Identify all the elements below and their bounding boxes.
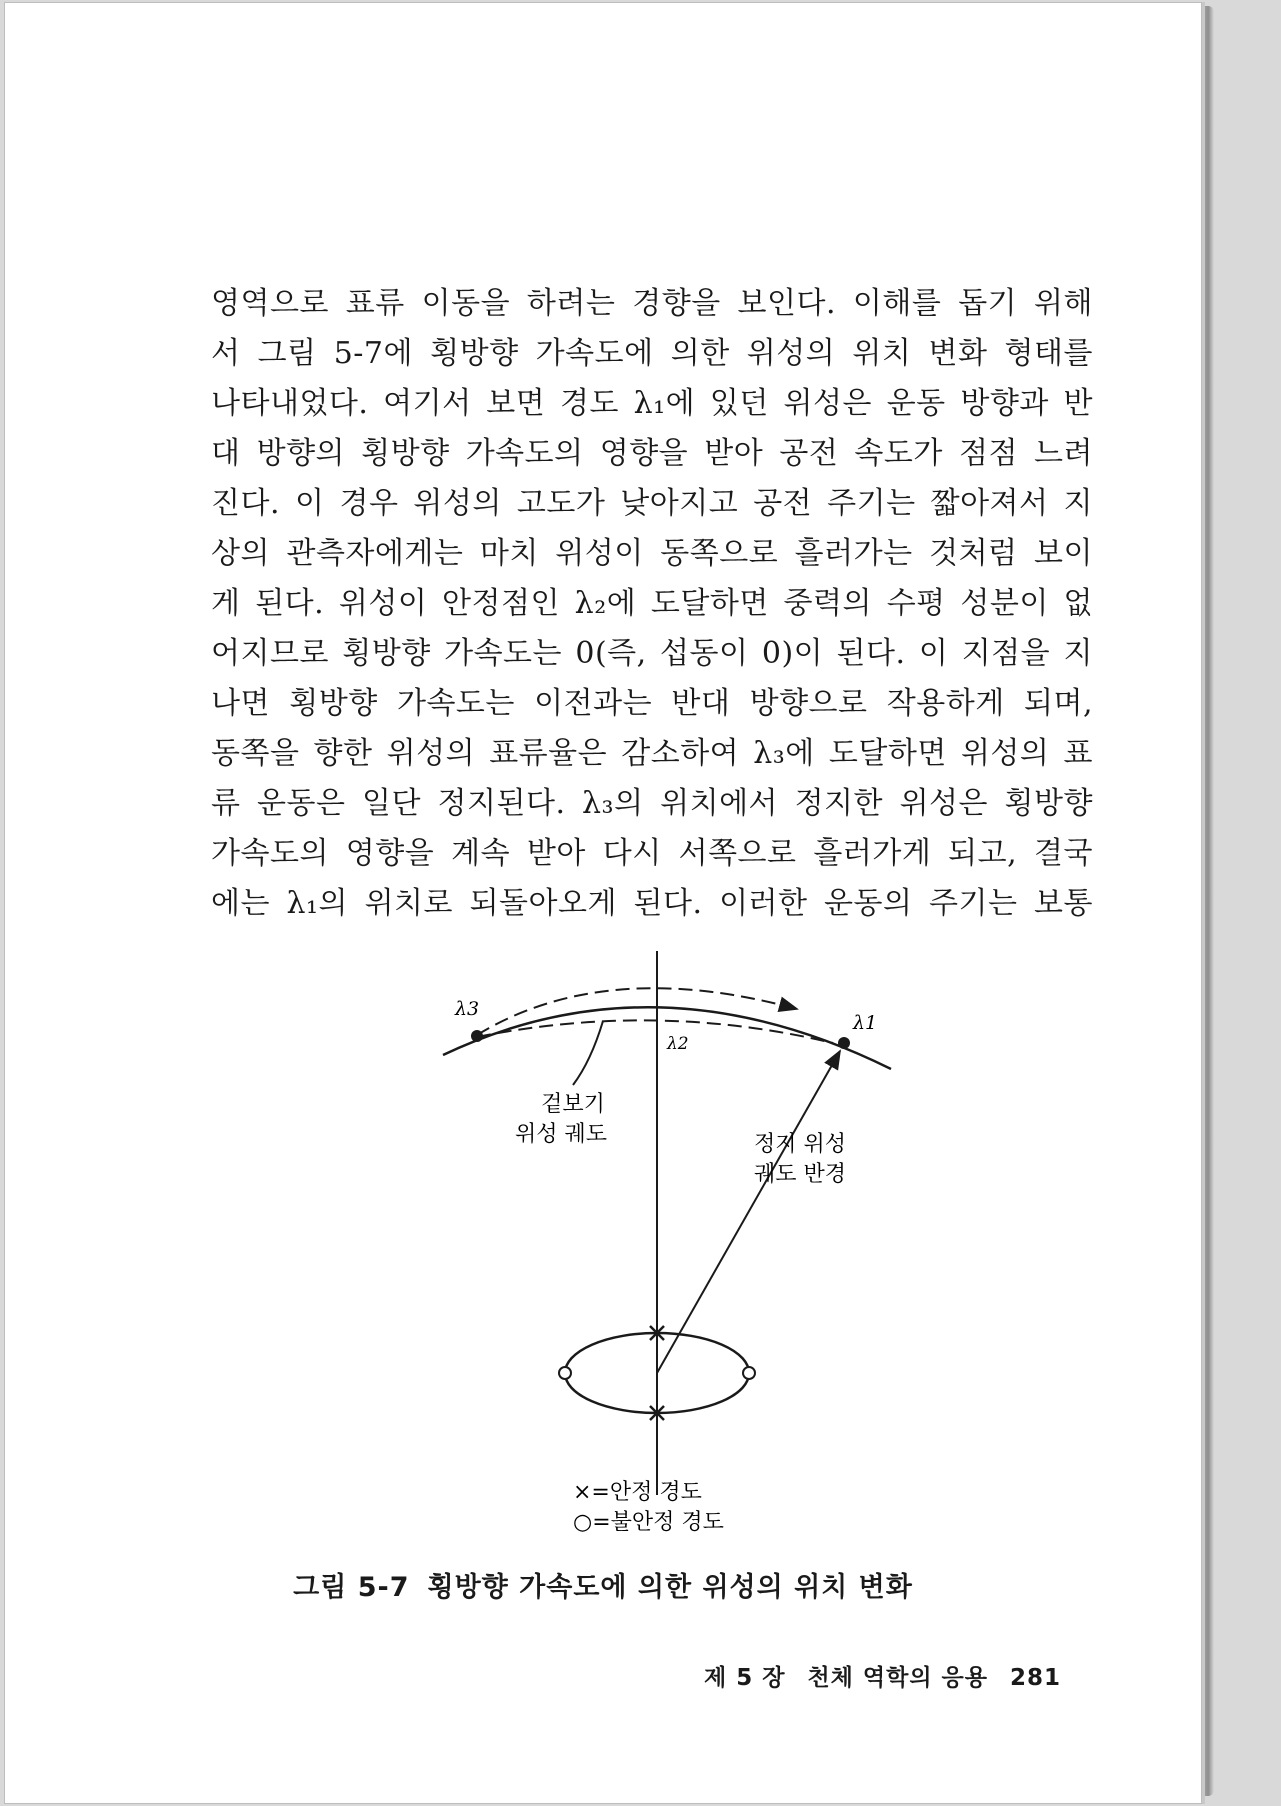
apparent-orbit-label-line2: 위성 궤도 bbox=[514, 1122, 608, 1147]
satellite-position-lambda1 bbox=[838, 1037, 850, 1049]
label-lambda2: λ2 bbox=[667, 1034, 689, 1054]
orbit-radius-arrow bbox=[657, 1051, 840, 1373]
apparent-orbit-label-line1: 겉보기 bbox=[541, 1092, 605, 1117]
figure-title: 횡방향 가속도에 의한 위성의 위치 변화 bbox=[427, 1572, 913, 1603]
apparent-orbit-leader bbox=[573, 1021, 603, 1085]
book-page bbox=[4, 2, 1202, 1804]
label-lambda3: λ3 bbox=[455, 998, 480, 1020]
body-line: 동쪽을 향한 위성의 표류율은 감소하여 λ₃에 도달하면 위성의 표 bbox=[211, 736, 1093, 771]
page-edge-shadow bbox=[1200, 6, 1214, 1796]
page-number: 281 bbox=[1009, 1665, 1061, 1691]
body-line: 대 방향의 횡방향 가속도의 영향을 받아 공전 속도가 점점 느려 bbox=[211, 436, 1093, 471]
body-line: 가속도의 영향을 계속 받아 다시 서쪽으로 흘러가게 되고, 결국 bbox=[211, 836, 1093, 871]
body-line: 서 그림 5-7에 횡방향 가속도에 의한 위성의 위치 변화 형태를 bbox=[211, 336, 1093, 371]
body-line: 영역으로 표류 이동을 하려는 경향을 보인다. 이해를 돕기 위해 bbox=[211, 286, 1093, 321]
body-line: 진다. 이 경우 위성의 고도가 낮아지고 공전 주기는 짧아져서 지 bbox=[211, 486, 1093, 521]
figure-caption bbox=[5, 1565, 1201, 1604]
body-line: 게 된다. 위성이 안정점인 λ₂에 도달하면 중력의 수평 성분이 없 bbox=[211, 586, 1093, 621]
legend-stable-longitude: ×=안정 경도 bbox=[573, 1480, 702, 1505]
body-line: 나면 횡방향 가속도는 이전과는 반대 방향으로 작용하게 되며, bbox=[211, 686, 1093, 721]
running-footer bbox=[704, 1659, 1061, 1692]
radius-label-line1: 정지 위성 bbox=[753, 1132, 847, 1157]
footer-chapter-title: 천체 역학의 응용 bbox=[807, 1665, 988, 1691]
body-line: 어지므로 횡방향 가속도는 0(즉, 섭동이 0)이 된다. 이 지점을 지 bbox=[211, 636, 1093, 671]
footer-chapter: 제 5 장 bbox=[703, 1665, 786, 1691]
legend-unstable-longitude: ○=불안정 경도 bbox=[573, 1510, 724, 1535]
figure-number: 그림 5-7 bbox=[293, 1572, 410, 1603]
radius-label-line2: 궤도 반경 bbox=[753, 1162, 847, 1187]
orbit-diagram bbox=[405, 943, 925, 1543]
body-line: 나타내었다. 여기서 보면 경도 λ₁에 있던 위성은 운동 방향과 반 bbox=[211, 386, 1093, 421]
satellite-position-lambda3 bbox=[471, 1030, 483, 1042]
body-line: 상의 관측자에게는 마치 위성이 동쪽으로 흘러가는 것처럼 보이 bbox=[211, 536, 1093, 571]
unstable-longitude-marker-right bbox=[743, 1367, 755, 1379]
body-line: 류 운동은 일단 정지된다. λ₃의 위치에서 정지한 위성은 횡방향 bbox=[211, 786, 1093, 821]
unstable-longitude-marker-left bbox=[559, 1367, 571, 1379]
label-lambda1: λ1 bbox=[853, 1012, 878, 1034]
body-paragraph bbox=[211, 279, 1093, 929]
body-line: 에는 λ₁의 위치로 되돌아오게 된다. 이러한 운동의 주기는 보통 bbox=[211, 886, 1093, 921]
